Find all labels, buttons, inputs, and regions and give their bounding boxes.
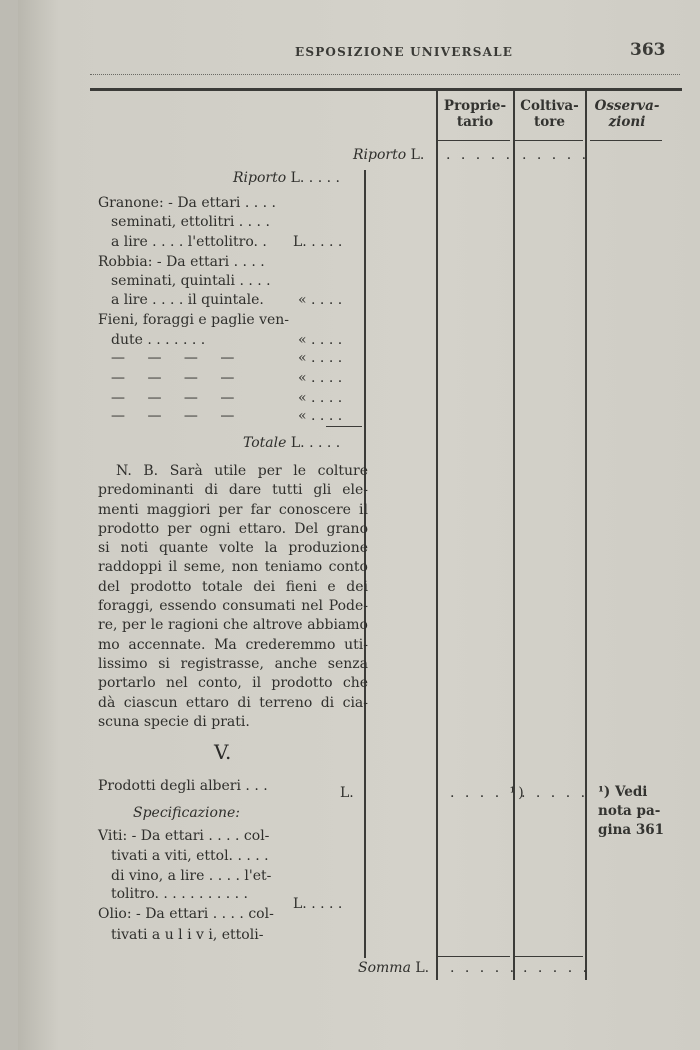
nb-line: mo accennate. Ma crederemmo uti-	[98, 636, 368, 653]
column-rule-left	[436, 91, 438, 980]
column-header-proprietario: Proprie- tario	[443, 98, 507, 130]
item-line: — — — —	[111, 408, 235, 424]
nb-line: foraggi, essendo consumati nel Pode-	[98, 598, 368, 615]
somma-rule-coltivatore	[515, 956, 583, 957]
totale-label: Totale L. . . . .	[243, 435, 341, 451]
nota-bene-paragraph	[98, 462, 368, 732]
olio-line: tivati a u l i v i, ettoli-	[111, 927, 264, 943]
viti-line: tolitro. . . . . . . . . . .	[111, 886, 248, 902]
table-top-rule	[90, 88, 682, 91]
item-line: dute . . . . . . .	[111, 332, 206, 348]
specificazione-label: Specificazione:	[133, 805, 240, 821]
item-amount: « . . . .	[298, 292, 343, 308]
column-rule-middle	[513, 91, 515, 980]
column-header-osservazioni: Osserva- zioni	[594, 98, 660, 130]
nb-line: re, per le ragioni che altrove abbiamo	[98, 617, 368, 634]
viti-amount: L. . . . .	[293, 896, 343, 912]
nb-line: portarlo nel conto, il prodotto che	[98, 675, 368, 692]
item-amount: « . . . .	[298, 370, 343, 386]
prodotti-label: Prodotti degli alberi . . .	[98, 778, 268, 794]
item-amount: L. . . . .	[293, 234, 343, 250]
document-page	[18, 0, 700, 1050]
item-line: a lire . . . . l'ettolitro. .	[111, 234, 267, 250]
item-line: — — — —	[111, 370, 235, 386]
somma-label: Somma L.	[358, 960, 430, 976]
prodotti-unit: L.	[340, 785, 354, 801]
somma-coltivatore-dots: . . . . .	[523, 960, 591, 976]
nb-line: dà ciascun ettaro di terreno di cia-	[98, 694, 368, 711]
item-line: seminati, ettolitri . . . .	[111, 214, 270, 230]
header-dotted-rule	[90, 74, 680, 75]
nb-line: del prodotto totale dei fieni e dei	[98, 578, 368, 595]
page-number: 363	[630, 40, 666, 60]
viti-line: Viti: - Da ettari . . . . col-	[98, 828, 270, 844]
olio-line: Olio: - Da ettari . . . . col-	[98, 906, 274, 922]
item-amount: « . . . .	[298, 332, 343, 348]
column-rule-right	[585, 91, 587, 980]
nb-line: scuna specie di prati.	[98, 713, 250, 730]
nb-line: predominanti di dare tutti gli ele-	[98, 482, 368, 499]
prodotti-coltivatore-dots: . . . . .	[521, 785, 589, 801]
riporto-top-proprietario-dots: . . . . .	[446, 147, 514, 163]
header-underline-osservazioni	[590, 140, 662, 141]
nb-line: prodotto per ogni ettaro. Del grano	[98, 520, 368, 537]
item-line: Robbia: - Da ettari . . . .	[98, 254, 265, 270]
prodotti-proprietario-dots: . . . . ¹)	[450, 785, 527, 801]
column-header-coltivatore: Coltiva- tore	[520, 98, 579, 130]
item-line: Granone: - Da ettari . . . .	[98, 195, 276, 211]
section-heading: V.	[214, 740, 232, 764]
header-underline-proprietario	[438, 140, 510, 141]
viti-line: di vino, a lire . . . . l'et-	[111, 868, 272, 884]
item-line: a lire . . . . il quintale.	[111, 292, 264, 308]
somma-rule-proprietario	[438, 956, 510, 957]
item-line: Fieni, foraggi e paglie ven-	[98, 312, 290, 328]
nb-line: menti maggiori per far conoscere il	[98, 501, 368, 518]
item-line: seminati, quintali . . . .	[111, 273, 271, 289]
viti-line: tivati a viti, ettol. . . . .	[111, 848, 269, 864]
item-amount: « . . . .	[298, 390, 343, 406]
nb-line: raddoppi il seme, non teniamo conto	[98, 559, 368, 576]
nb-line: lissimo si registrasse, anche senza	[98, 655, 368, 672]
item-amount: « . . . .	[298, 350, 343, 366]
nb-line: N. B. Sarà utile per le colture	[116, 463, 368, 479]
item-amount: « . . . .	[298, 408, 343, 424]
riporto-top-coltivatore-dots: . . . . .	[522, 147, 590, 163]
header-underline-coltivatore	[515, 140, 583, 141]
nb-line: si noti quante volte la produzione	[98, 540, 368, 557]
item-line: — — — —	[111, 350, 235, 366]
somma-proprietario-dots: . . . . .	[450, 960, 518, 976]
total-rule	[326, 426, 362, 427]
running-header: ESPOSIZIONE UNIVERSALE	[295, 45, 514, 59]
riporto-inner-label: Riporto L. . . . .	[233, 170, 340, 186]
item-line: — — — —	[111, 390, 235, 406]
footnote-reference: ¹) Vedi nota pa- gina 361	[598, 784, 665, 838]
riporto-top-label: Riporto L.	[353, 147, 425, 163]
